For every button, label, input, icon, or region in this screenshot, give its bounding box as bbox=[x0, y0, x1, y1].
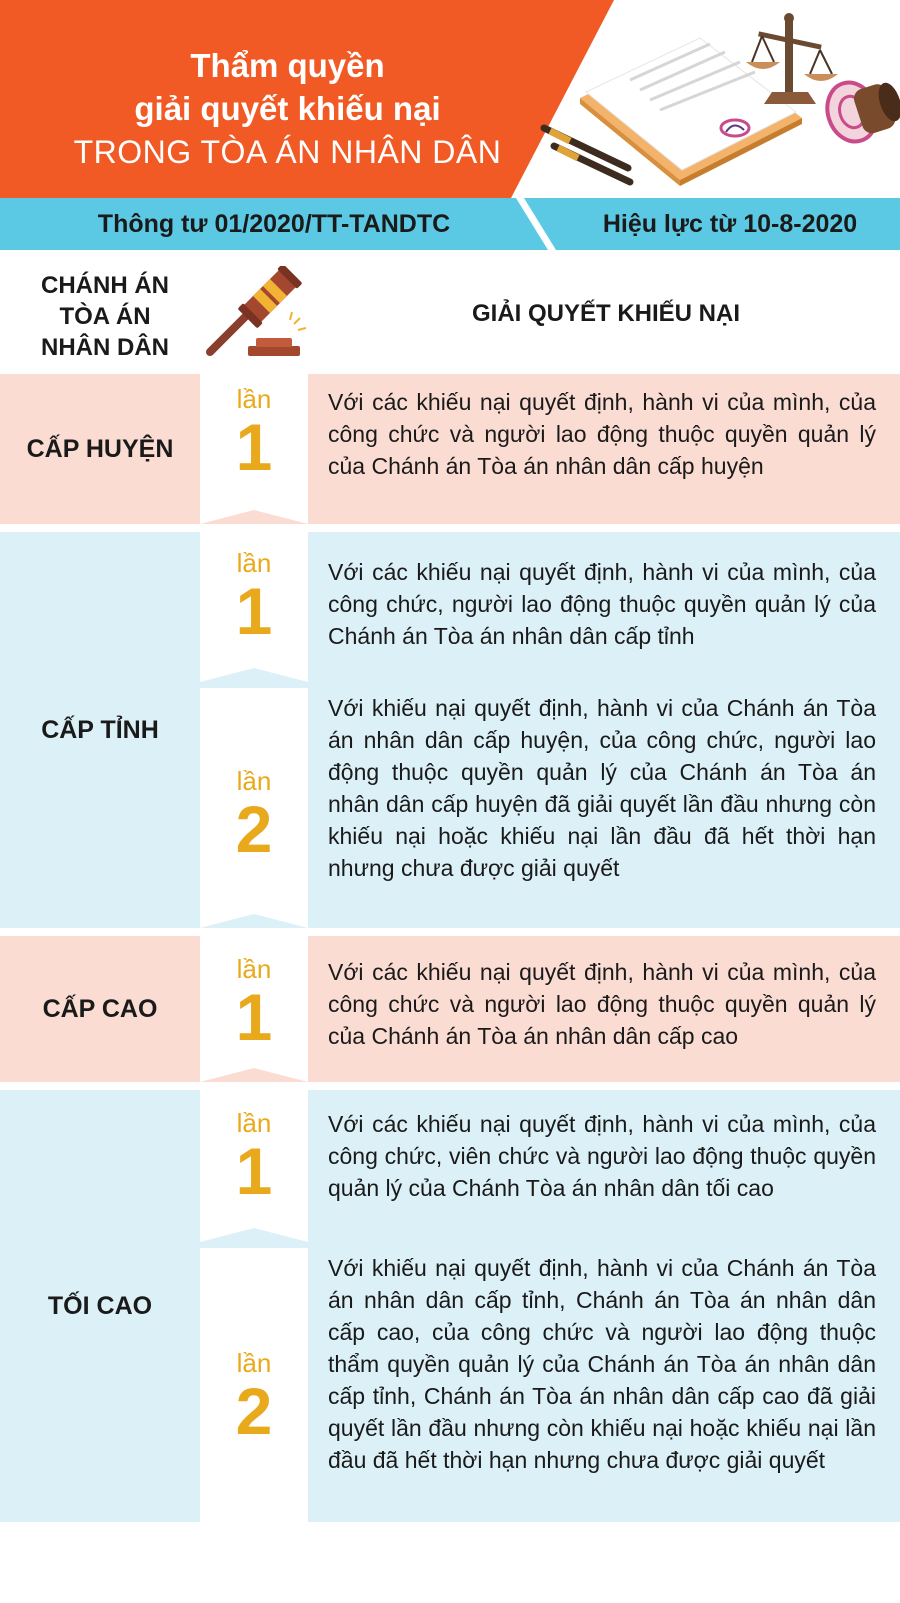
entry-description: Với khiếu nại quyết định, hành vi của Chánh án Tòa án nhân dân cấp tỉnh, Chánh án Tòa án nhân dân cấp cao, của công chức và người lao động thuộc thẩm quyền quản lý của Chánh án Tòa án nhân dân cấp tỉnh, Chánh án Tòa án nhân dân cấp cao đã giải quyết lần đầu nhưng còn khiếu nại hoặc khiếu nại lần đầu đã hết thời hạn nhưng chưa được giải quyết bbox=[328, 1255, 876, 1473]
page-title bbox=[0, 44, 575, 174]
attempt-number: 2 bbox=[235, 792, 273, 866]
section-label: CẤP TỈNH bbox=[41, 715, 159, 744]
attempt-number: 1 bbox=[235, 410, 273, 484]
row-divider bbox=[200, 1228, 308, 1242]
attempt-badge bbox=[200, 954, 308, 1054]
title-line-1: Thẩm quyền bbox=[190, 47, 385, 84]
attempt-badge bbox=[200, 384, 308, 484]
attempt-word: lần bbox=[236, 384, 272, 414]
pen-icon bbox=[544, 128, 630, 182]
entry-description: Với các khiếu nại quyết định, hành vi của mình, của công chức và người lao động thuộc quyền quản lý của Chánh án Tòa án nhân dân cấp cao bbox=[328, 959, 876, 1049]
entry-high-1 bbox=[0, 936, 900, 1082]
column-header-chief-justice bbox=[10, 270, 200, 363]
title-line-3: TRONG TÒA ÁN NHÂN DÂN bbox=[73, 134, 502, 170]
header bbox=[0, 0, 900, 250]
section-label: CẤP CAO bbox=[42, 994, 158, 1023]
title-line-2: giải quyết khiếu nại bbox=[134, 90, 441, 127]
attempt-column bbox=[200, 688, 308, 928]
attempt-word: lần bbox=[236, 954, 272, 984]
attempt-word: lần bbox=[236, 548, 272, 578]
attempt-badge bbox=[200, 766, 308, 866]
attempt-number: 1 bbox=[235, 980, 273, 1054]
attempt-column bbox=[200, 1090, 308, 1242]
attempt-word: lần bbox=[236, 766, 272, 796]
section-province bbox=[0, 532, 900, 928]
entry-supreme-1 bbox=[0, 1090, 900, 1242]
attempt-column bbox=[200, 532, 308, 682]
attempt-column bbox=[200, 374, 308, 524]
entry-province-2 bbox=[0, 688, 900, 928]
attempt-column bbox=[200, 936, 308, 1082]
gavel-icon bbox=[200, 266, 312, 366]
attempt-column bbox=[200, 1248, 308, 1522]
row-divider bbox=[200, 668, 308, 682]
entry-district-1 bbox=[0, 374, 900, 524]
row-divider bbox=[200, 1068, 308, 1082]
row-divider bbox=[200, 510, 308, 524]
entry-description: Với các khiếu nại quyết định, hành vi của mình, của công chức, viên chức và người lao động thuộc quyền quản lý của Chánh Tòa án nhân dân tối cao bbox=[328, 1111, 876, 1201]
entry-description: Với khiếu nại quyết định, hành vi của Chánh án Tòa án nhân dân cấp huyện, của công chức, người lao động thuộc quyền quản lý của Chánh án Tòa án nhân dân cấp huyện đã giải quyết lần đầu nhưng còn khiếu nại hoặc khiếu nại lần đầu đã hết thời hạn nhưng chưa được giải quyết bbox=[328, 695, 876, 881]
entry-supreme-2 bbox=[0, 1248, 900, 1522]
row-divider bbox=[200, 914, 308, 928]
column-header-line-1: CHÁNH ÁN bbox=[41, 272, 169, 299]
attempt-number: 1 bbox=[235, 1134, 273, 1208]
section-label: CẤP HUYỆN bbox=[26, 434, 174, 463]
section-district bbox=[0, 374, 900, 524]
entry-description: Với các khiếu nại quyết định, hành vi của mình, của công chức, người lao động thuộc quyền quản lý của Chánh án Tòa án nhân dân cấp tỉnh bbox=[328, 559, 876, 649]
column-header-line-2: TÒA ÁN bbox=[59, 303, 151, 330]
attempt-badge bbox=[200, 1108, 308, 1208]
effective-date: Hiệu lực từ 10-8-2020 bbox=[602, 209, 858, 238]
attempt-word: lần bbox=[236, 1348, 272, 1378]
attempt-word: lần bbox=[236, 1108, 272, 1138]
attempt-badge bbox=[200, 1348, 308, 1448]
section-supreme-court bbox=[0, 1090, 900, 1522]
column-header-line-3: NHÂN DÂN bbox=[41, 334, 169, 361]
section-high-court bbox=[0, 936, 900, 1082]
section-label: TỐI CAO bbox=[47, 1291, 153, 1320]
circular-number: Thông tư 01/2020/TT-TANDTC bbox=[97, 209, 451, 238]
attempt-number: 2 bbox=[235, 1374, 273, 1448]
stamp-icon bbox=[820, 76, 900, 148]
entry-province-1 bbox=[0, 532, 900, 682]
attempt-number: 1 bbox=[235, 574, 273, 648]
entry-description: Với các khiếu nại quyết định, hành vi của mình, của công chức và người lao động thuộc quyền quản lý của Chánh án Tòa án nhân dân cấp huyện bbox=[328, 389, 876, 479]
attempt-badge bbox=[200, 548, 308, 648]
legal-document-illustration bbox=[540, 0, 900, 198]
column-header-resolution: GIẢI QUYẾT KHIẾU NẠI bbox=[471, 300, 741, 327]
